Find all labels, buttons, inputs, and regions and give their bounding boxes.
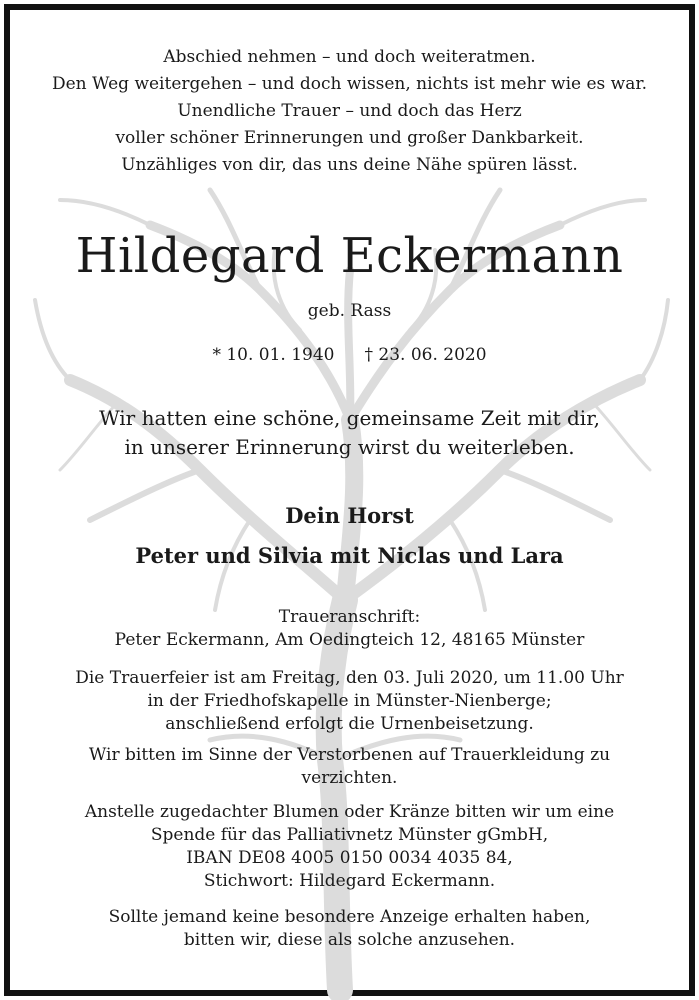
ceremony-line: Die Trauerfeier ist am Freitag, den 03. Juli 2020, um 11.00 Uhr: [75, 668, 624, 688]
birth-name: geb. Rass: [307, 301, 392, 321]
funeral-details: [0, 667, 699, 736]
birth-date: * 10. 01. 1940: [212, 345, 335, 365]
donation-line: Anstelle zugedachter Blumen oder Kränze bitten wir um eine: [84, 802, 615, 822]
poem-line: Unendliche Trauer – und doch das Herz: [177, 101, 522, 121]
quote-line: in unserer Erinnerung wirst du weiterleben.: [124, 435, 575, 459]
mourner-line: Dein Horst: [285, 503, 414, 528]
donation-line: IBAN DE08 4005 0150 0034 4035 84,: [186, 848, 513, 868]
notice-line: Sollte jemand keine besondere Anzeige erhalten haben,: [108, 907, 591, 927]
poem-line: Den Weg weitergehen – und doch wissen, nichts ist mehr wie es war.: [51, 74, 648, 94]
quote-line: Wir hatten eine schöne, gemeinsame Zeit mit dir,: [99, 406, 600, 430]
memorial-quote: [0, 404, 699, 462]
mourner-line: Peter und Silvia mit Niclas und Lara: [135, 543, 564, 568]
donation-line: Spende für das Palliativnetz Münster gGmbH,: [150, 825, 549, 845]
clothing-request: [0, 744, 699, 790]
poem-line: Abschied nehmen – und doch weiteratmen.: [163, 47, 536, 67]
mourning-address: [0, 606, 699, 652]
poem-line: voller schöner Erinnerungen und großer Dankbarkeit.: [115, 128, 584, 148]
clothing-line: Wir bitten im Sinne der Verstorbenen auf Trauerkleidung zu: [88, 745, 611, 765]
mourners: [0, 496, 699, 576]
poem-line: Unzähliges von dir, das uns deine Nähe spüren lässt.: [121, 155, 578, 175]
notice-footer: [0, 906, 699, 952]
ceremony-line: anschließend erfolgt die Urnenbeisetzung.: [165, 714, 534, 734]
life-dates: [0, 344, 699, 366]
donation-line: Stichwort: Hildegard Eckermann.: [203, 871, 496, 891]
notice-line: bitten wir, diese als solche anzusehen.: [183, 930, 516, 950]
deceased-name: Hildegard Eckermann: [75, 228, 624, 284]
ceremony-line: in der Friedhofskapelle in Münster-Nienberge;: [147, 691, 552, 711]
address-line: Peter Eckermann, Am Oedingteich 12, 48165 Münster: [114, 630, 585, 650]
address-label: Traueranschrift:: [278, 607, 421, 627]
death-date: † 23. 06. 2020: [364, 345, 487, 365]
donation-request: [0, 801, 699, 893]
clothing-line: verzichten.: [301, 768, 398, 788]
poem: [0, 44, 699, 179]
